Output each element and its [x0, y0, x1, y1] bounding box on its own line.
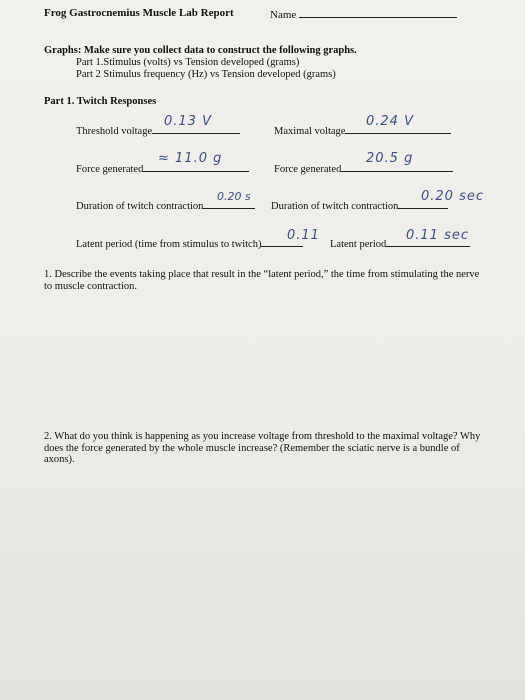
report-title: Frog Gastrocnemius Muscle Lab Report	[44, 7, 234, 19]
graphs-part1: Part 1.Stimulus (volts) vs Tension developed (grams)	[76, 57, 300, 68]
duration-left-label: Duration of twitch contraction	[76, 201, 204, 212]
latent-left-row	[76, 234, 303, 250]
force-left-label: Force generated	[76, 164, 144, 175]
threshold-voltage-value: 0.13 V	[164, 114, 212, 129]
latent-left-label: Latent period (time from stimulus to twitch)	[76, 239, 262, 250]
latent-right-value: 0.11 sec	[406, 228, 469, 243]
force-left-value: ≈ 11.0 g	[158, 151, 223, 166]
question-1: 1. Describe the events taking place that result in the “latent period,” the time from stimulating the nerve to muscle contraction.	[44, 269, 480, 292]
maximal-voltage-value: 0.24 V	[366, 114, 414, 129]
duration-right-label: Duration of twitch contraction	[271, 201, 399, 212]
force-right-label: Force generated	[274, 164, 342, 175]
name-label: Name	[270, 9, 297, 21]
name-field	[270, 7, 457, 21]
threshold-voltage-label: Threshold voltage	[76, 126, 153, 137]
graphs-heading: Graphs: Make sure you collect data to construct the following graphs.	[44, 45, 357, 56]
duration-right-value: 0.20 sec	[421, 189, 484, 204]
graphs-part2: Part 2 Stimulus frequency (Hz) vs Tension developed (grams)	[76, 69, 336, 80]
name-blank	[299, 7, 457, 18]
maximal-voltage-label: Maximal voltage	[274, 126, 346, 137]
force-right-value: 20.5 g	[366, 151, 414, 166]
threshold-voltage-row	[76, 121, 240, 137]
question-2: 2. What do you think is happening as you increase voltage from threshold to the maximal voltage? Why does the force generated by the whole muscle increase? (Remember the sciatic nerve is a bundle of axons).	[44, 431, 481, 465]
latent-right-label: Latent period	[330, 239, 387, 250]
maximal-voltage-row	[274, 121, 451, 137]
force-right-row	[274, 159, 453, 175]
latent-left-value: 0.11	[287, 228, 320, 243]
part1-heading: Part 1. Twitch Responses	[44, 96, 157, 107]
duration-left-value: 0.20 s	[217, 190, 251, 203]
